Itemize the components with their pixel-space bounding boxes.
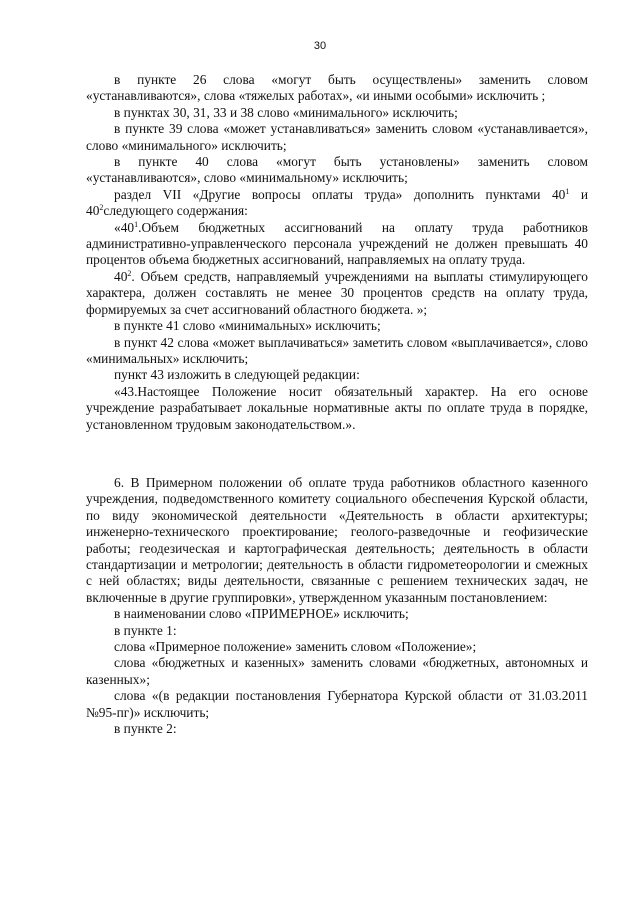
- superscript-marker: 2: [99, 203, 104, 213]
- paragraph-section-vii: [86, 187, 588, 220]
- paragraph-item-40-2: [86, 269, 588, 318]
- paragraph-item-1: в пункте 1:: [114, 622, 177, 638]
- paragraph-item-26: в пункте 26 слова «могут быть осуществлены» заменить словом «устанавливаются», слова «тяжелых работах», «и иными особыми» исключить ;: [86, 72, 588, 104]
- superscript-marker: 1: [565, 186, 570, 196]
- item-40-1-text: .Объем бюджетных ассигнований на оплату труда работников административно-управленческого персонала учреждений не должен превышать 40 процентов объема бюджетных ассигнований, направляемых на оплату труда.: [86, 219, 588, 268]
- paragraph-section-6: 6. В Примерном положении об оплате труда работников областного казенного учреждения, подведомственного комитету социального обеспечения Курской области, по виду экономической деятельности «Деятельность в области архитектуры; инженерно-технического проектирование; геолого-разведочные и геофизические работы; геодезическая и картографическая деятельность; деятельность в области стандартизации и метрологии; деятельность в области гидрометеорологии и смежных с ней областях; виды деятельности, связанные с решением технических задач, не включенные в другие группировки», утвержденном указанным постановлением:: [86, 474, 588, 605]
- paragraph-title-change: в наименовании слово «ПРИМЕРНОЕ» исключить;: [114, 606, 409, 622]
- section-vii-text-end: следующего содержания:: [103, 203, 248, 219]
- item-40-2-text: . Объем средств, направляемый учреждениями на выплаты стимулирующего характера, должен составлять не менее 30 процентов средств на оплату труда, формируемых за счет ассигнований областного бюджета. »;: [86, 268, 588, 317]
- section-vii-text-middle: и 40: [86, 186, 588, 219]
- paragraph-item-40: в пункте 40 слова «могут быть установлены» заменить словом «устанавливаются», слово «минимальному» исключить;: [86, 154, 588, 186]
- item-40-2-number: 40: [114, 268, 128, 284]
- paragraph-item-39: в пункте 39 слова «может устанавливаться» заменить словом «устанавливается», слово «минимального» исключить;: [86, 121, 588, 153]
- paragraph-items-30-38: в пунктах 30, 31, 33 и 38 слово «минимального» исключить;: [114, 104, 458, 120]
- paragraph-item-1-change-a: слова «Примерное положение» заменить словом «Положение»;: [114, 639, 477, 654]
- superscript-marker: 1: [134, 219, 139, 229]
- paragraph-item-41: в пункте 41 слово «минимальных» исключить;: [114, 318, 381, 334]
- paragraph-item-2: в пункте 2:: [114, 721, 177, 737]
- document-body: [86, 72, 588, 737]
- paragraph-item-43: пункт 43 изложить в следующей редакции:: [114, 367, 360, 383]
- paragraph-item-43-text: «43.Настоящее Положение носит обязательный характер. На его основе учреждение разрабатывает локальные нормативные акты по оплате труда в порядке, установленном трудовым законодательством.».: [86, 383, 588, 432]
- superscript-marker: 2: [127, 268, 132, 278]
- item-40-1-number: «40: [114, 219, 135, 235]
- paragraph-item-40-1: [86, 220, 588, 269]
- paragraph-item-1-change-c: слова «(в редакции постановления Губернатора Курской области от 31.03.2011 №95-пг)» исключить;: [86, 688, 588, 720]
- paragraph-item-42: в пункт 42 слова «может выплачиваться» заметить словом «выплачивается», слово «минимальных» исключить;: [86, 334, 588, 366]
- paragraph-item-1-change-b: слова «бюджетных и казенных» заменить словами «бюджетных, автономных и казенных»;: [86, 655, 588, 687]
- section-vii-text-start: раздел VII «Другие вопросы оплаты труда» дополнить пунктами 40: [114, 186, 566, 202]
- page-number: 30: [313, 40, 327, 52]
